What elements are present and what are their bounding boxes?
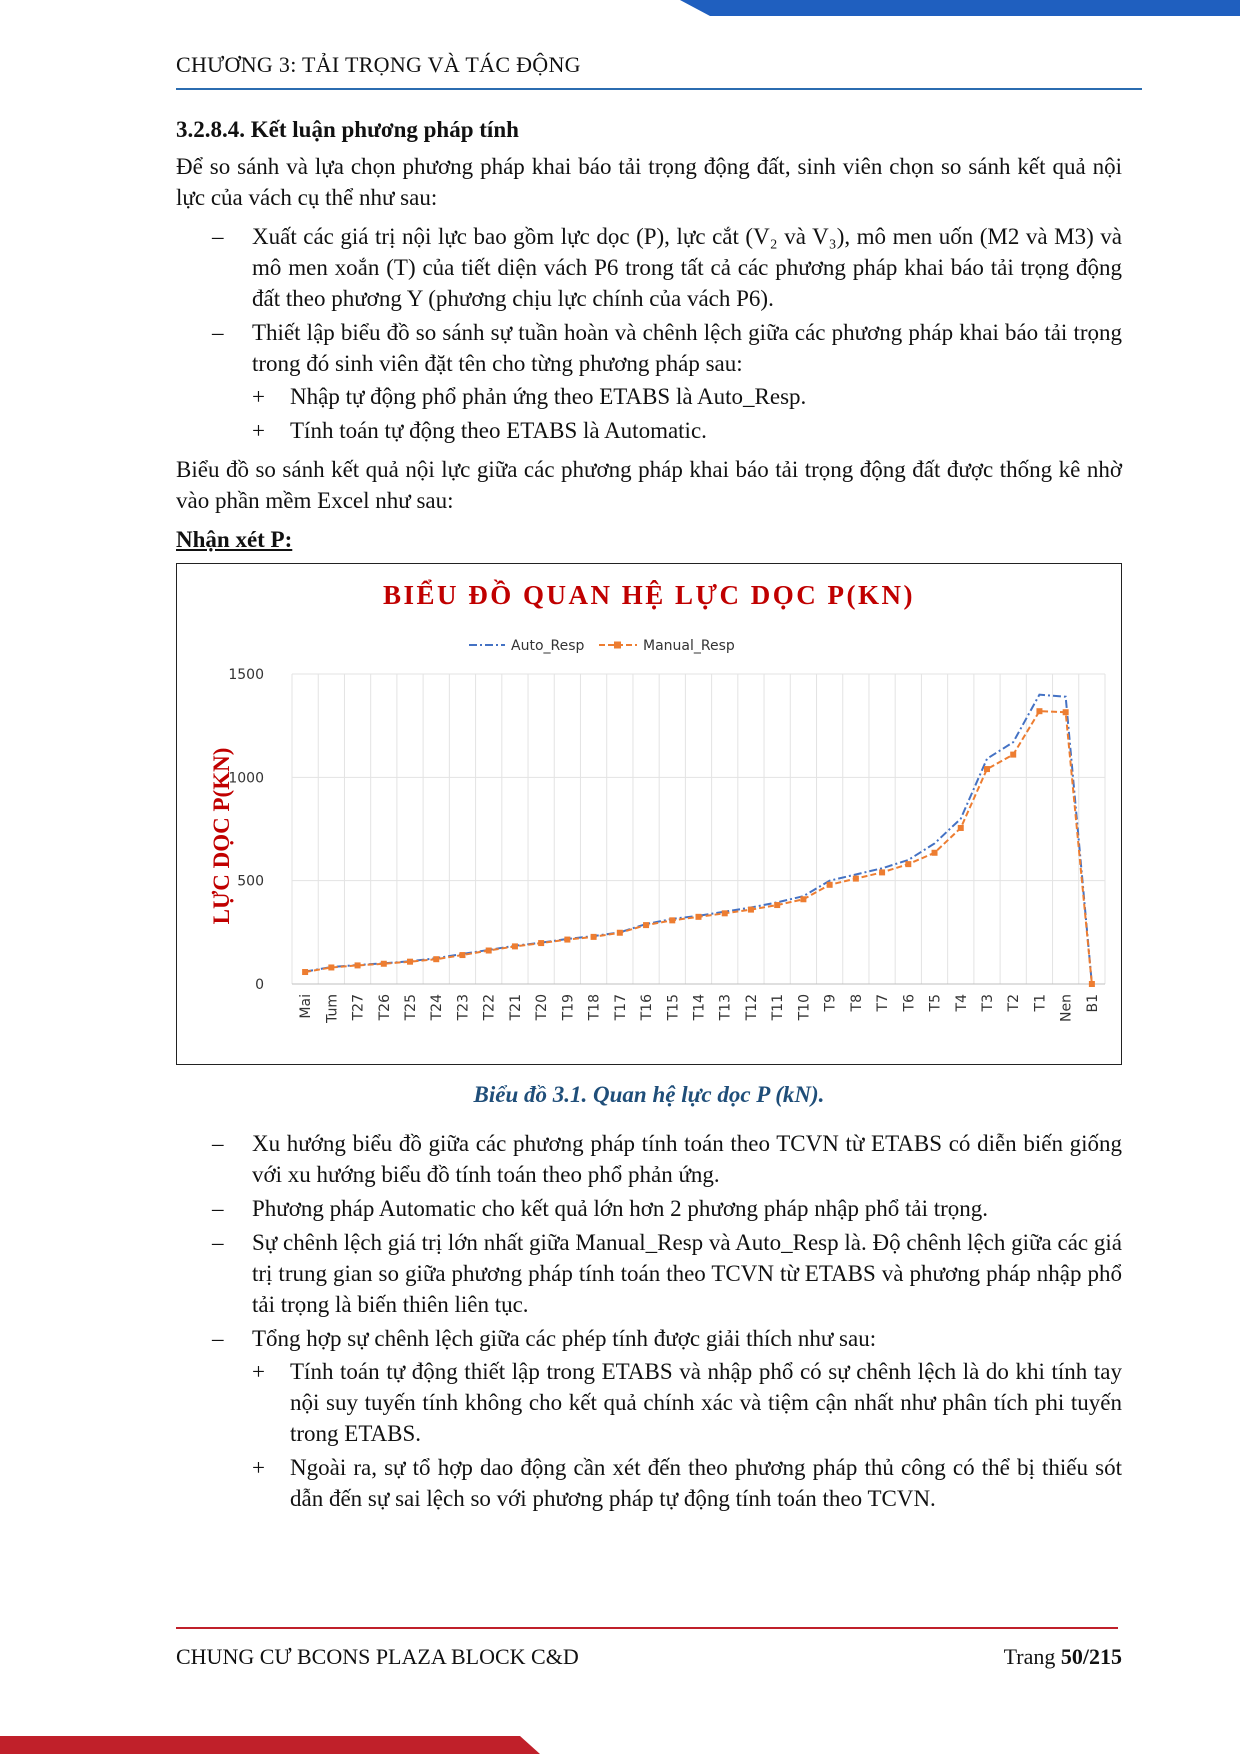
x-tick-label: T3 (979, 994, 996, 1012)
x-tick-label: T7 (875, 994, 892, 1012)
data-point-manual-resp (879, 869, 885, 875)
x-tick-label: T25 (403, 994, 420, 1021)
x-tick-label: T11 (770, 994, 787, 1021)
chapter-header: CHƯƠNG 3: TẢI TRỌNG VÀ TÁC ĐỘNG (176, 52, 581, 77)
data-point-manual-resp (905, 861, 911, 867)
x-tick-label: T8 (848, 994, 865, 1012)
bullet-text: Thiết lập biểu đồ so sánh sự tuần hoàn và chênh lệch giữa các phương pháp khai báo tải trọng trong đó sinh viên đặt tên cho từng phương pháp sau: (252, 320, 1122, 376)
x-tick-label: T9 (822, 994, 839, 1012)
data-point-manual-resp (459, 952, 465, 958)
x-tick-label: Tum (324, 994, 341, 1023)
x-tick-label: T26 (376, 994, 393, 1021)
data-point-manual-resp (669, 917, 675, 923)
x-tick-label: T2 (1006, 994, 1023, 1012)
footer-page (1004, 1644, 1122, 1670)
data-point-manual-resp (748, 907, 754, 913)
page-number: 50/215 (1060, 1644, 1122, 1669)
data-point-manual-resp (827, 882, 833, 888)
chart-title: BIỂU ĐỒ QUAN HỆ LỰC DỌC P(KN) (382, 580, 916, 610)
x-tick-label: T10 (796, 994, 813, 1021)
bullet-text: Ngoài ra, sự tổ hợp dao động cần xét đến theo phương pháp thủ công có thể bị thiếu sót dẫn đến sự sai lệch so với phương pháp tự động tính toán theo TCVN. (290, 1455, 1122, 1511)
data-point-manual-resp (591, 934, 597, 940)
bullet-text: Tính toán tự động theo ETABS là Automatic. (290, 418, 707, 443)
x-tick-label: T6 (901, 994, 918, 1012)
data-point-manual-resp (1063, 709, 1069, 715)
data-point-manual-resp (722, 910, 728, 916)
chart-svg (177, 564, 1121, 1064)
list-item (176, 221, 1122, 314)
footer-rule (176, 1627, 1118, 1629)
x-tick-label: B1 (1084, 994, 1101, 1013)
data-point-manual-resp (486, 948, 492, 954)
list-item (176, 1128, 1122, 1190)
dash-marker: – (212, 1196, 224, 1221)
data-point-manual-resp (1089, 981, 1095, 987)
list-item (252, 1356, 1122, 1449)
header-rule (176, 88, 1142, 90)
remark-heading: Nhận xét P: (176, 527, 293, 552)
data-point-manual-resp (302, 969, 308, 975)
footer-decoration (0, 1736, 540, 1754)
data-point-manual-resp (433, 956, 439, 962)
x-tick-label: T14 (691, 994, 708, 1021)
dash-marker: – (212, 1131, 224, 1156)
data-point-manual-resp (328, 964, 334, 970)
data-point-manual-resp (984, 766, 990, 772)
x-tick-label: T13 (717, 994, 734, 1021)
plus-marker: + (252, 1455, 265, 1480)
data-point-manual-resp (696, 914, 702, 920)
x-tick-label: Mai (298, 994, 315, 1019)
legend-marker-manual (614, 642, 621, 649)
x-tick-label: T23 (455, 994, 472, 1021)
page-content (176, 114, 1122, 1517)
y-tick-label: 1000 (228, 770, 264, 787)
data-point-manual-resp (355, 962, 361, 968)
x-tick-label: T19 (560, 994, 577, 1021)
list-item (252, 1452, 1122, 1514)
x-tick-label: T12 (743, 994, 760, 1021)
list-item (176, 1193, 1122, 1224)
footer-project: CHUNG CƯ BCONS PLAZA BLOCK C&D (176, 1644, 579, 1669)
dash-marker: – (212, 224, 224, 249)
page-label: Trang (1003, 1644, 1061, 1669)
x-tick-label: T21 (507, 994, 524, 1021)
x-tick-label: T24 (429, 994, 446, 1021)
intro-paragraph: Để so sánh và lựa chọn phương pháp khai báo tải trọng động đất, sinh viên chọn so sánh kết quả nội lực của vách cụ thể như sau: (176, 154, 1122, 210)
data-point-manual-resp (643, 922, 649, 928)
bullet-text: Tổng hợp sự chênh lệch giữa các phép tính được giải thích như sau: (252, 1326, 877, 1351)
list-item (252, 415, 1122, 446)
data-point-manual-resp (853, 876, 859, 882)
chart-series (302, 695, 1095, 987)
x-tick-label: T22 (481, 994, 498, 1021)
legend-label-manual: Manual_Resp (643, 638, 735, 654)
method-sublist (252, 381, 1122, 446)
x-tick-label: T4 (953, 994, 970, 1012)
data-point-manual-resp (564, 937, 570, 943)
section-heading: 3.2.8.4. Kết luận phương pháp tính (176, 117, 519, 142)
data-point-manual-resp (381, 961, 387, 967)
x-tick-label: T27 (350, 994, 367, 1021)
axial-force-chart (176, 563, 1122, 1065)
list-item (252, 381, 1122, 412)
bullet-text: Nhập tự động phổ phản ứng theo ETABS là Auto_Resp. (290, 384, 807, 409)
x-tick-label: T20 (534, 994, 551, 1021)
y-axis-title: LỰC DỌC P(KN) (209, 747, 234, 925)
list-item (176, 1227, 1122, 1320)
data-point-manual-resp (1036, 708, 1042, 714)
plus-marker: + (252, 384, 265, 409)
data-point-manual-resp (512, 943, 518, 949)
data-point-manual-resp (1010, 752, 1016, 758)
x-tick-label: Nen (1058, 994, 1075, 1022)
dash-marker: – (212, 1230, 224, 1255)
plus-marker: + (252, 418, 265, 443)
data-point-manual-resp (538, 940, 544, 946)
data-point-manual-resp (617, 930, 623, 936)
data-point-manual-resp (958, 825, 964, 831)
list-item (176, 317, 1122, 446)
bullet-text: Xuất các giá trị nội lực bao gồm lực dọc (P), lực cắt (V₂ và V₃), mô men uốn (M2 và M3) và mô men xoắn (T) của tiết diện vách P6 trong tất cả các phương pháp khai báo tải trọng động đất theo phương Y (phương chịu lực chính của vách P6). (252, 224, 1122, 311)
method-list (176, 221, 1122, 446)
dash-marker: – (212, 320, 224, 345)
bullet-text: Sự chênh lệch giá trị lớn nhất giữa Manual_Resp và Auto_Resp là. Độ chênh lệch giữa các giá trị trung gian so giữa phương pháp tính toán theo TCVN từ ETABS và phương pháp nhập phổ tải trọng là biến thiên liên tục. (252, 1230, 1122, 1317)
chart-intro-paragraph: Biểu đồ so sánh kết quả nội lực giữa các phương pháp khai báo tải trọng động đất được thống kê nhờ vào phần mềm Excel như sau: (176, 457, 1122, 513)
chart-grid (292, 674, 1105, 984)
legend-label-auto: Auto_Resp (511, 638, 585, 654)
bullet-text: Xu hướng biểu đồ giữa các phương pháp tính toán theo TCVN từ ETABS có diễn biến giống với xu hướng biểu đồ tính toán theo phổ phản ứng. (252, 1131, 1122, 1187)
y-tick-label: 1500 (228, 667, 264, 683)
data-point-manual-resp (774, 902, 780, 908)
x-tick-label: T16 (639, 994, 656, 1021)
bullet-text: Phương pháp Automatic cho kết quả lớn hơn 2 phương pháp nhập phổ tải trọng. (252, 1196, 989, 1221)
chart-caption: Biểu đồ 3.1. Quan hệ lực dọc P (kN). (473, 1082, 825, 1107)
header-decoration (680, 0, 1240, 16)
plus-marker: + (252, 1359, 265, 1384)
y-tick-label: 500 (237, 873, 264, 890)
x-tick-label: T5 (927, 994, 944, 1012)
data-point-manual-resp (407, 959, 413, 965)
remarks-list (176, 1128, 1122, 1514)
y-tick-label: 0 (255, 977, 264, 993)
x-tick-label: T18 (586, 994, 603, 1021)
dash-marker: – (212, 1326, 224, 1351)
data-point-manual-resp (800, 896, 806, 902)
x-tick-label: T15 (665, 994, 682, 1021)
data-point-manual-resp (932, 850, 938, 856)
bullet-text: Tính toán tự động thiết lập trong ETABS và nhập phổ có sự chênh lệch là do khi tính tay nội suy tuyến tính không cho kết quả chính xác và tiệm cận nhất như phân tích phi tuyến trong ETABS. (290, 1359, 1122, 1446)
x-tick-label: T1 (1032, 994, 1049, 1012)
list-item (176, 1323, 1122, 1514)
chart-legend (469, 638, 735, 654)
x-tick-label: T17 (612, 994, 629, 1021)
x-axis-ticks (298, 994, 1101, 1024)
remarks-sublist (252, 1356, 1122, 1514)
